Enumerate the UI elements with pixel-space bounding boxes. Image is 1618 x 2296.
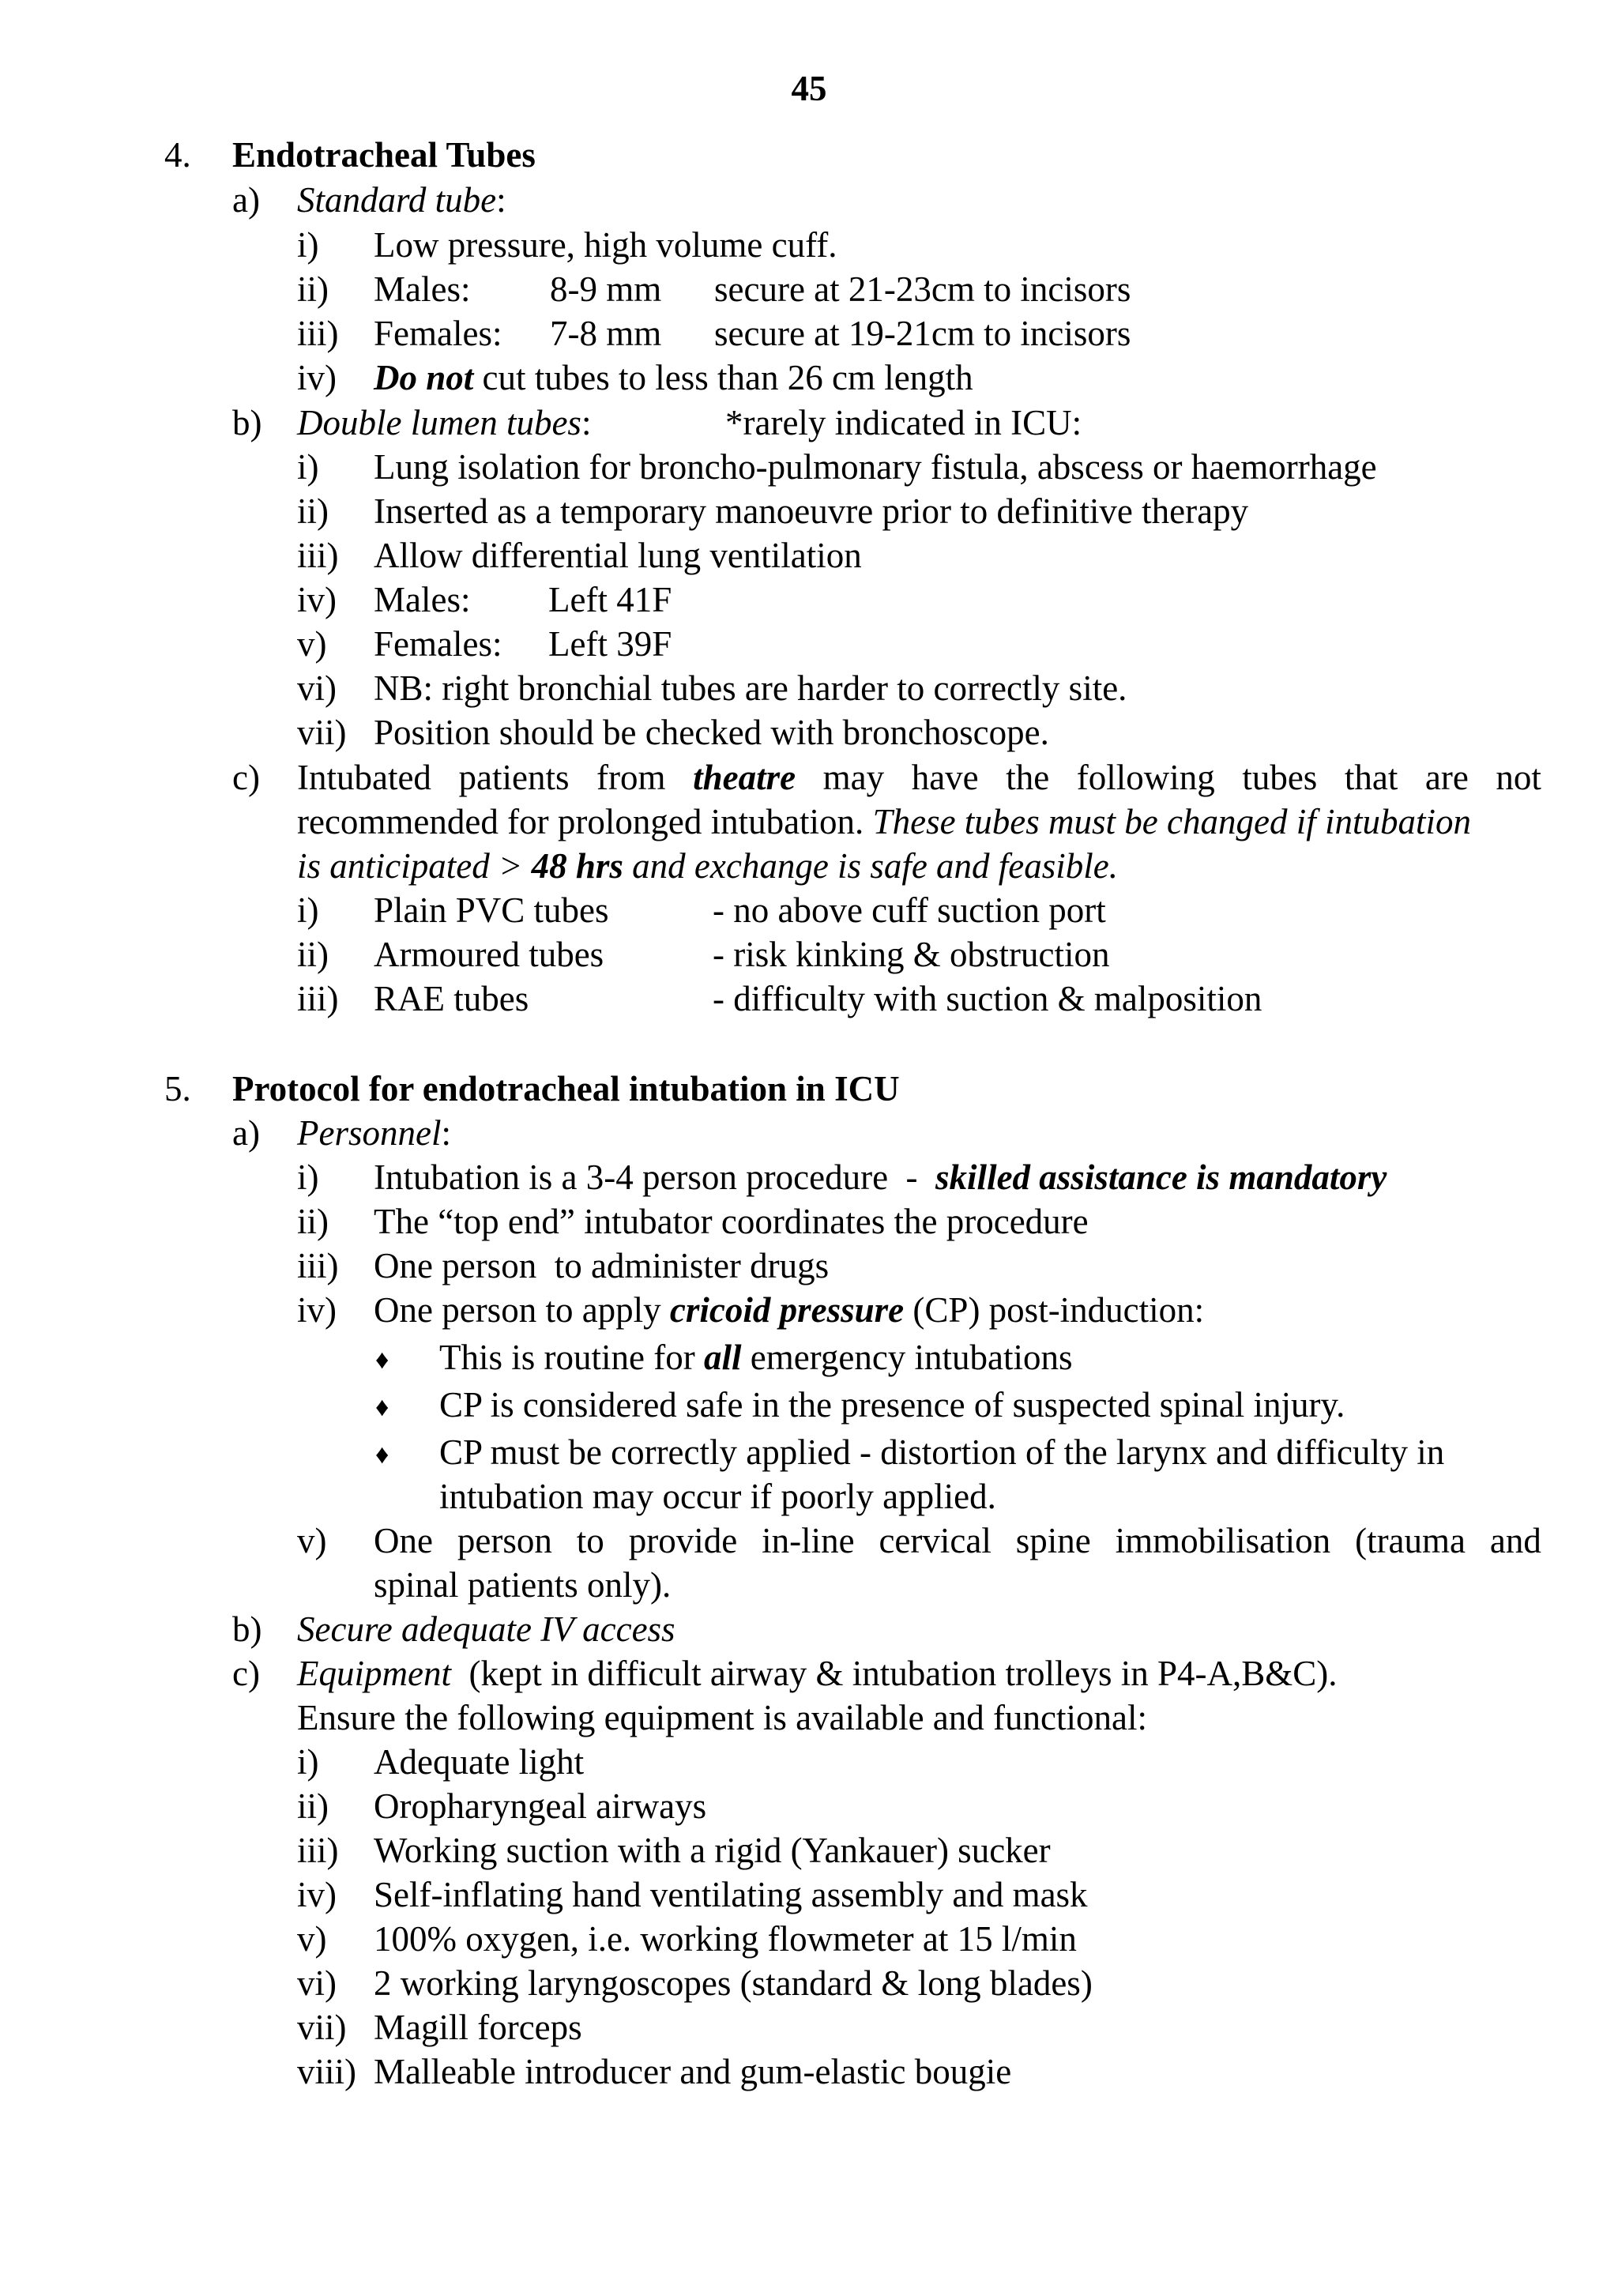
word: in-line (762, 1521, 855, 1560)
s5c-item-text: 100% oxygen, i.e. working flowmeter at 15 l/min (374, 1919, 1077, 1959)
s4c-paragraph-line (297, 755, 1541, 800)
word: the (1006, 758, 1050, 797)
s4a-item-text: Low pressure, high volume cuff. (374, 225, 837, 265)
s4c-item-num: i) (297, 890, 319, 930)
s5a-label: a) (232, 1113, 260, 1153)
s4b-item-size: Left 39F (548, 624, 672, 664)
s4a-item-num: iv) (297, 358, 337, 397)
s4b-item-text: NB: right bronchial tubes are harder to correctly site. (374, 668, 1127, 708)
s4a-item-text: Do not cut tubes to less than 26 cm length (374, 358, 973, 397)
s4a-item-num: ii) (297, 269, 329, 309)
s4a-item-text: Females: (374, 314, 502, 353)
s5a-item-text: One person to administer drugs (374, 1246, 830, 1285)
s4a-heading: Standard tube: (297, 180, 506, 220)
s4c-item-text: Armoured tubes (374, 935, 604, 974)
word: following (1076, 758, 1215, 797)
s5c-item-text: 2 working laryngoscopes (standard & long blades) (374, 1963, 1093, 2003)
s5c-item-text: Self-inflating hand ventilating assembly and mask (374, 1875, 1088, 1914)
diamond-bullet-icon: ♦ (375, 1393, 389, 1422)
s5b-heading: Secure adequate IV access (297, 1609, 675, 1649)
s5a-bullet-text: This is routine for all emergency intubations (439, 1338, 1073, 1377)
s5a-item-text: One person to apply cricoid pressure (CP) post-induction: (374, 1290, 1205, 1330)
s5c-label: c) (232, 1654, 260, 1693)
s4c-item-text: RAE tubes (374, 979, 529, 1018)
s5a-bullet-text: intubation may occur if poorly applied. (439, 1477, 996, 1516)
s5a-item-num: v) (297, 1521, 327, 1560)
s5c-item-num: vi) (297, 1963, 337, 2003)
s4b-item-num: vii) (297, 713, 347, 752)
s4c-label: c) (232, 758, 260, 797)
s5a-item-text (374, 1519, 1541, 1563)
s4b-label: b) (232, 403, 262, 442)
s4c-paragraph-line: is anticipated > 48 hrs and exchange is safe and feasible. (297, 846, 1119, 886)
page-number: 45 (791, 69, 827, 108)
s4c-item-num: iii) (297, 979, 339, 1018)
s5c-item-num: vii) (297, 2008, 347, 2047)
s5c-item-text: Magill forceps (374, 2008, 582, 2047)
word: immobilisation (1115, 1521, 1331, 1560)
s4c-item-desc: - difficulty with suction & malposition (713, 979, 1262, 1018)
s4b-item-num: iv) (297, 580, 337, 619)
s4a-item-size: 8-9 mm (550, 269, 662, 309)
s4a-item-depth: secure at 21-23cm to incisors (714, 269, 1131, 309)
s5a-item-num: ii) (297, 1202, 329, 1241)
word: person (457, 1521, 552, 1560)
s4b-item-num: v) (297, 624, 327, 664)
s4b-item-num: vi) (297, 668, 337, 708)
s4b-item-text: Males: (374, 580, 471, 619)
s4b-item-num: iii) (297, 536, 339, 575)
s4b-item-num: ii) (297, 491, 329, 531)
word: that (1344, 758, 1398, 797)
diamond-bullet-icon: ♦ (375, 1440, 389, 1470)
s4b-item-text: Allow differential lung ventilation (374, 536, 862, 575)
diamond-bullet-icon: ♦ (375, 1346, 389, 1375)
s5c-item-text: Working suction with a rigid (Yankauer) sucker (374, 1831, 1051, 1870)
section-5-number: 5. (164, 1069, 191, 1108)
s5a-bullet-text: CP must be correctly applied - distortion of the larynx and difficulty in (439, 1432, 1445, 1472)
s5c-intro: Ensure the following equipment is available and functional: (297, 1698, 1147, 1737)
s4a-label: a) (232, 180, 260, 220)
section-4-number: 4. (164, 135, 191, 175)
word: have (911, 758, 979, 797)
s5a-heading: Personnel: (297, 1113, 451, 1153)
s5a-bullet-text: CP is considered safe in the presence of suspected spinal injury. (439, 1385, 1345, 1425)
s5c-item-text: Malleable introducer and gum-elastic bougie (374, 2052, 1012, 2091)
s5a-item-text: Intubation is a 3-4 person procedure - skilled assistance is mandatory (374, 1157, 1387, 1197)
s4c-item-num: ii) (297, 935, 329, 974)
s4c-item-desc: - no above cuff suction port (713, 890, 1106, 930)
word: tubes (1242, 758, 1318, 797)
s4b-item-text: Lung isolation for broncho-pulmonary fistula, abscess or haemorrhage (374, 447, 1377, 487)
s5c-item-text: Adequate light (374, 1742, 585, 1782)
word: provide (628, 1521, 738, 1560)
s5c-item-text: Oropharyngeal airways (374, 1786, 707, 1826)
word: from (596, 758, 666, 797)
word: cervical (879, 1521, 991, 1560)
s5a-item-num: i) (297, 1157, 319, 1197)
s5c-item-num: ii) (297, 1786, 329, 1826)
s5c-item-num: iv) (297, 1875, 337, 1914)
word: may (822, 758, 885, 797)
s5c-item-num: v) (297, 1919, 327, 1959)
word: (trauma (1355, 1521, 1466, 1560)
s5c-item-num: iii) (297, 1831, 339, 1870)
s4b-note: *rarely indicated in ICU: (725, 403, 1082, 442)
s5a-item-num: iii) (297, 1246, 339, 1285)
word: patients (458, 758, 570, 797)
s4b-item-text: Position should be checked with bronchoscope. (374, 713, 1049, 752)
s4c-item-text: Plain PVC tubes (374, 890, 609, 930)
s4a-item-num: i) (297, 225, 319, 265)
word: theatre (693, 758, 796, 797)
s5c-heading: Equipment (kept in difficult airway & intubation trolleys in P4-A,B&C). (297, 1654, 1338, 1693)
word: are (1424, 758, 1469, 797)
s4a-item-num: iii) (297, 314, 339, 353)
s4b-item-size: Left 41F (548, 580, 672, 619)
s4c-item-desc: - risk kinking & obstruction (713, 935, 1110, 974)
s5b-label: b) (232, 1609, 262, 1649)
section-4-title: Endotracheal Tubes (232, 135, 536, 175)
word: and (1489, 1521, 1541, 1560)
s5a-item-num: iv) (297, 1290, 337, 1330)
s4a-item-depth: secure at 19-21cm to incisors (714, 314, 1131, 353)
s4b-item-num: i) (297, 447, 319, 487)
s5c-item-num: i) (297, 1742, 319, 1782)
word: Intubated (297, 758, 431, 797)
s4a-item-size: 7-8 mm (550, 314, 662, 353)
word: spine (1015, 1521, 1091, 1560)
word: One (374, 1521, 433, 1560)
s4b-item-text: Inserted as a temporary manoeuvre prior to definitive therapy (374, 491, 1249, 531)
section-5-title: Protocol for endotracheal intubation in ICU (232, 1069, 900, 1108)
s4a-item-text: Males: (374, 269, 471, 309)
word: not (1496, 758, 1541, 797)
s4b-heading: Double lumen tubes: (297, 403, 592, 442)
s5c-item-num: viii) (297, 2052, 356, 2091)
s5a-item-text: spinal patients only). (374, 1565, 672, 1605)
s4c-paragraph-line: recommended for prolonged intubation. These tubes must be changed if intubation (297, 802, 1471, 841)
s4b-item-text: Females: (374, 624, 502, 664)
word: to (576, 1521, 604, 1560)
s5a-item-text: The “top end” intubator coordinates the procedure (374, 1202, 1089, 1241)
